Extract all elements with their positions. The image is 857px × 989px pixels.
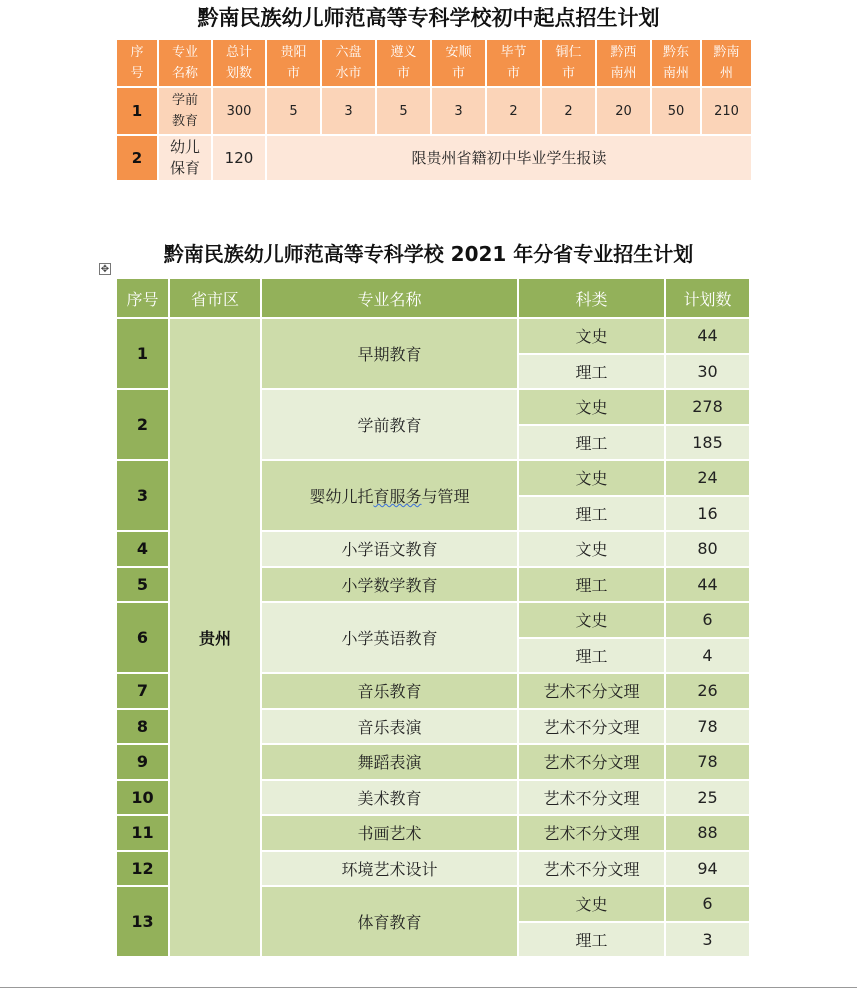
page-divider (0, 987, 857, 988)
row-number: 2 (116, 135, 158, 181)
total-plan: 120 (212, 135, 266, 181)
row-number: 8 (116, 709, 169, 745)
plan-count: 25 (665, 780, 750, 816)
subject-type: 艺术不分文理 (518, 709, 665, 745)
major-name: 小学语文教育 (261, 531, 518, 567)
row-number: 3 (116, 460, 169, 531)
major-name: 音乐表演 (261, 709, 518, 745)
plan-count: 78 (665, 744, 750, 780)
plan-count: 30 (665, 354, 750, 390)
table-cell: 学前 教育 (158, 87, 212, 135)
column-header: 序号 (116, 278, 169, 318)
plan-count: 78 (665, 709, 750, 745)
major-name: 书画艺术 (261, 815, 518, 851)
plan-count: 6 (665, 886, 750, 922)
major-name: 环境艺术设计 (261, 851, 518, 887)
major-name: 小学数学教育 (261, 567, 518, 603)
major-name: 舞蹈表演 (261, 744, 518, 780)
row-number: 5 (116, 567, 169, 603)
enrollment-note: 限贵州省籍初中毕业学生报读 (266, 135, 752, 181)
plan-count: 3 (665, 922, 750, 958)
plan-count: 16 (665, 496, 750, 532)
row-number: 9 (116, 744, 169, 780)
province-enrollment-table (115, 277, 751, 958)
plan-count: 26 (665, 673, 750, 709)
table-cell: 2 (541, 87, 596, 135)
row-number: 10 (116, 780, 169, 816)
plan-count: 94 (665, 851, 750, 887)
plan-count: 4 (665, 638, 750, 674)
subject-type: 理工 (518, 638, 665, 674)
plan-count: 44 (665, 567, 750, 603)
table-cell: 5 (266, 87, 321, 135)
plan-count: 278 (665, 389, 750, 425)
row-number: 12 (116, 851, 169, 887)
table1-row (116, 87, 752, 135)
subject-type: 理工 (518, 567, 665, 603)
row-number: 4 (116, 531, 169, 567)
table2-title: 黔南民族幼儿师范高等专科学校 2021 年分省专业招生计划 (163, 242, 694, 266)
row-number: 11 (116, 815, 169, 851)
row-number: 7 (116, 673, 169, 709)
column-header: 遵义 市 (376, 39, 431, 87)
column-header: 安顺 市 (431, 39, 486, 87)
province-cell: 贵州 (169, 318, 261, 957)
column-header: 总计 划数 (212, 39, 266, 87)
subject-type: 文史 (518, 886, 665, 922)
subject-type: 艺术不分文理 (518, 744, 665, 780)
column-header: 黔西 南州 (596, 39, 651, 87)
column-header: 计划数 (665, 278, 750, 318)
column-header: 六盘 水市 (321, 39, 376, 87)
row-number: 1 (116, 318, 169, 389)
subject-type: 艺术不分文理 (518, 815, 665, 851)
plan-count: 88 (665, 815, 750, 851)
subject-type: 艺术不分文理 (518, 780, 665, 816)
column-header: 贵阳 市 (266, 39, 321, 87)
subject-type: 理工 (518, 496, 665, 532)
table-cell: 210 (701, 87, 752, 135)
major-name: 音乐教育 (261, 673, 518, 709)
subject-type: 艺术不分文理 (518, 673, 665, 709)
subject-type: 理工 (518, 425, 665, 461)
major-name: 幼儿 保育 (158, 135, 212, 181)
row-number: 6 (116, 602, 169, 673)
table2-header-row (116, 278, 750, 318)
table-cell: 20 (596, 87, 651, 135)
subject-type: 文史 (518, 460, 665, 496)
major-name: 学前教育 (261, 389, 518, 460)
column-header: 毕节 市 (486, 39, 541, 87)
subject-type: 理工 (518, 354, 665, 390)
table-cell: 5 (376, 87, 431, 135)
table-cell: 300 (212, 87, 266, 135)
plan-count: 185 (665, 425, 750, 461)
major-name: 婴幼儿托育服务与管理 (261, 460, 518, 531)
row-number: 1 (116, 87, 158, 135)
column-header: 黔东 南州 (651, 39, 701, 87)
table-cell: 3 (321, 87, 376, 135)
subject-type: 文史 (518, 531, 665, 567)
major-name: 美术教育 (261, 780, 518, 816)
column-header: 专业名称 (261, 278, 518, 318)
plan-count: 6 (665, 602, 750, 638)
table1-header-row (116, 39, 752, 87)
row-number: 13 (116, 886, 169, 957)
table1-title: 黔南民族幼儿师范高等专科学校初中起点招生计划 (197, 6, 660, 30)
column-header: 省市区 (169, 278, 261, 318)
column-header: 专业 名称 (158, 39, 212, 87)
row-number: 2 (116, 389, 169, 460)
column-header: 序 号 (116, 39, 158, 87)
move-handle-icon[interactable]: ✥ (100, 264, 110, 275)
table-cell: 50 (651, 87, 701, 135)
table-cell: 2 (486, 87, 541, 135)
column-header: 科类 (518, 278, 665, 318)
plan-count: 80 (665, 531, 750, 567)
subject-type: 文史 (518, 318, 665, 354)
column-header: 黔南 州 (701, 39, 752, 87)
junior-enrollment-table (115, 38, 753, 182)
subject-type: 文史 (518, 602, 665, 638)
table-row (116, 318, 750, 354)
subject-type: 理工 (518, 922, 665, 958)
column-header: 铜仁 市 (541, 39, 596, 87)
major-name: 小学英语教育 (261, 602, 518, 673)
plan-count: 24 (665, 460, 750, 496)
subject-type: 文史 (518, 389, 665, 425)
table1-row (116, 135, 752, 181)
major-name: 体育教育 (261, 886, 518, 957)
plan-count: 44 (665, 318, 750, 354)
subject-type: 艺术不分文理 (518, 851, 665, 887)
table-cell: 3 (431, 87, 486, 135)
major-name: 早期教育 (261, 318, 518, 389)
